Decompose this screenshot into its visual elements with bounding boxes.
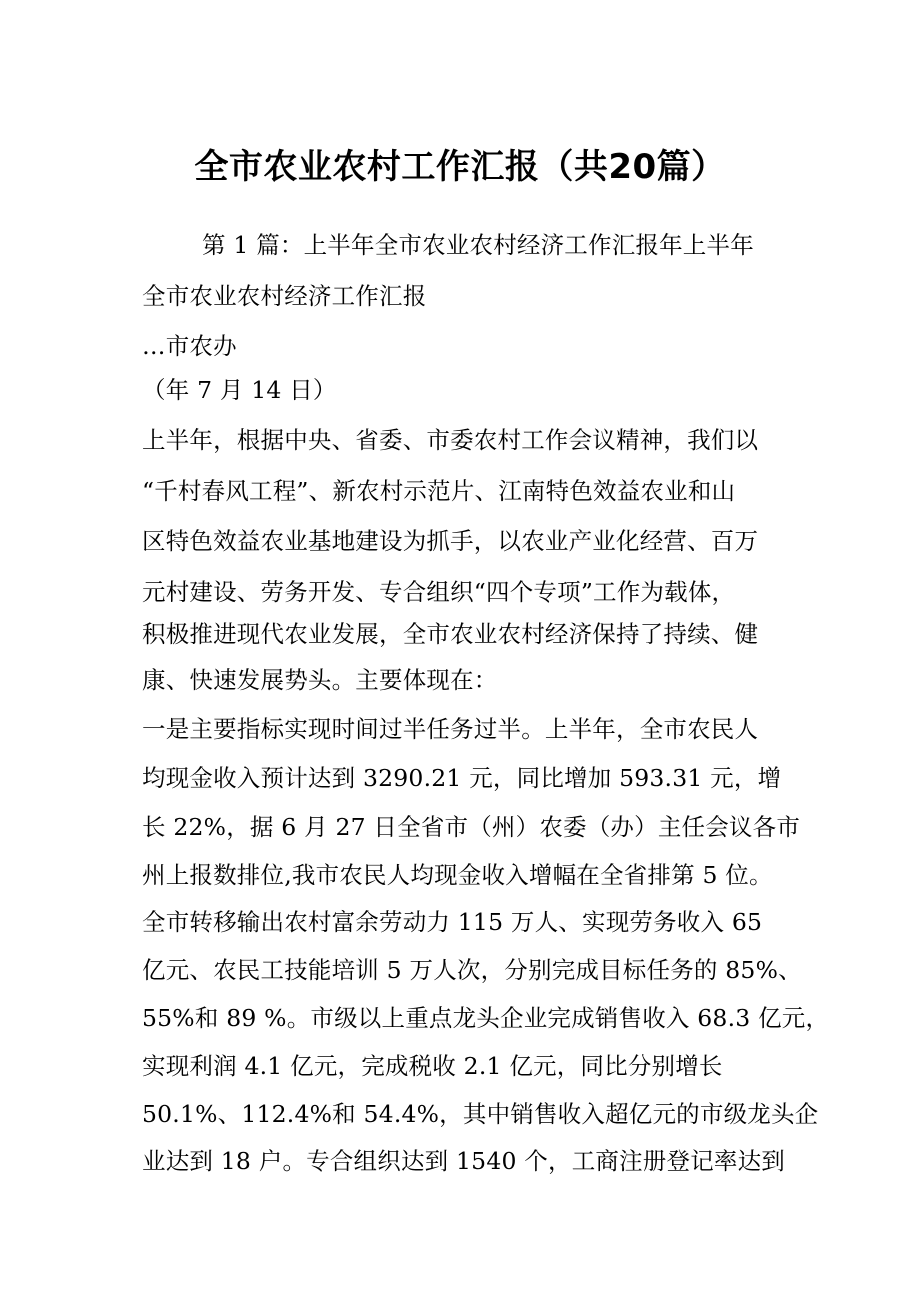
paragraph-line: 康、快速发展势头。主要体现在： bbox=[142, 666, 498, 694]
paragraph-line: 上半年，根据中央、省委、市委农村工作会议精神，我们以 bbox=[142, 426, 759, 454]
paragraph-line: 第 1 篇：上半年全市农业农村经济工作汇报年上半年 bbox=[202, 231, 754, 259]
paragraph-line: 55%和 89 %。市级以上重点龙头企业完成销售收入 68.3 亿元， bbox=[142, 1004, 830, 1032]
paragraph-line: 元村建设、劳务开发、专合组织“四个专项”工作为载体， bbox=[142, 578, 736, 606]
paragraph-line: 区特色效益农业基地建设为抓手，以农业产业化经营、百万 bbox=[142, 527, 759, 555]
document-title: 全市农业农村工作汇报（共20篇） bbox=[194, 147, 726, 187]
date-line: （年 7 月 14 日） bbox=[142, 376, 337, 404]
paragraph-line: 实现利润 4.1 亿元，完成税收 2.1 亿元，同比分别增长 bbox=[142, 1052, 723, 1080]
paragraph-line: 全市转移输出农村富余劳动力 115 万人、实现劳务收入 65 bbox=[142, 908, 763, 936]
paragraph-line: 全市农业农村经济工作汇报 bbox=[142, 282, 427, 310]
paragraph-line: 一是主要指标实现时间过半任务过半。上半年，全市农民人 bbox=[142, 715, 759, 743]
paragraph-line: 50.1%、112.4%和 54.4%，其中销售收入超亿元的市级龙头企 bbox=[142, 1100, 819, 1128]
paragraph-line: 州上报数排位,我市农民人均现金收入增幅在全省排第 5 位。 bbox=[142, 861, 773, 889]
paragraph-line: 积极推进现代农业发展，全市农业农村经济保持了持续、健 bbox=[142, 620, 759, 648]
paragraph-line: …市农办 bbox=[142, 332, 237, 360]
paragraph-line: 业达到 18 户。专合组织达到 1540 个，工商注册登记率达到 bbox=[142, 1147, 785, 1175]
paragraph-line: 长 22%，据 6 月 27 日全省市（州）农委（办）主任会议各市 bbox=[142, 813, 801, 841]
paragraph-line: 均现金收入预计达到 3290.21 元，同比增加 593.31 元，增 bbox=[142, 764, 782, 792]
paragraph-line: 亿元、农民工技能培训 5 万人次，分别完成目标任务的 85%、 bbox=[142, 956, 802, 984]
paragraph-line: “千村春风工程”、新农村示范片、江南特色效益农业和山 bbox=[142, 477, 736, 505]
